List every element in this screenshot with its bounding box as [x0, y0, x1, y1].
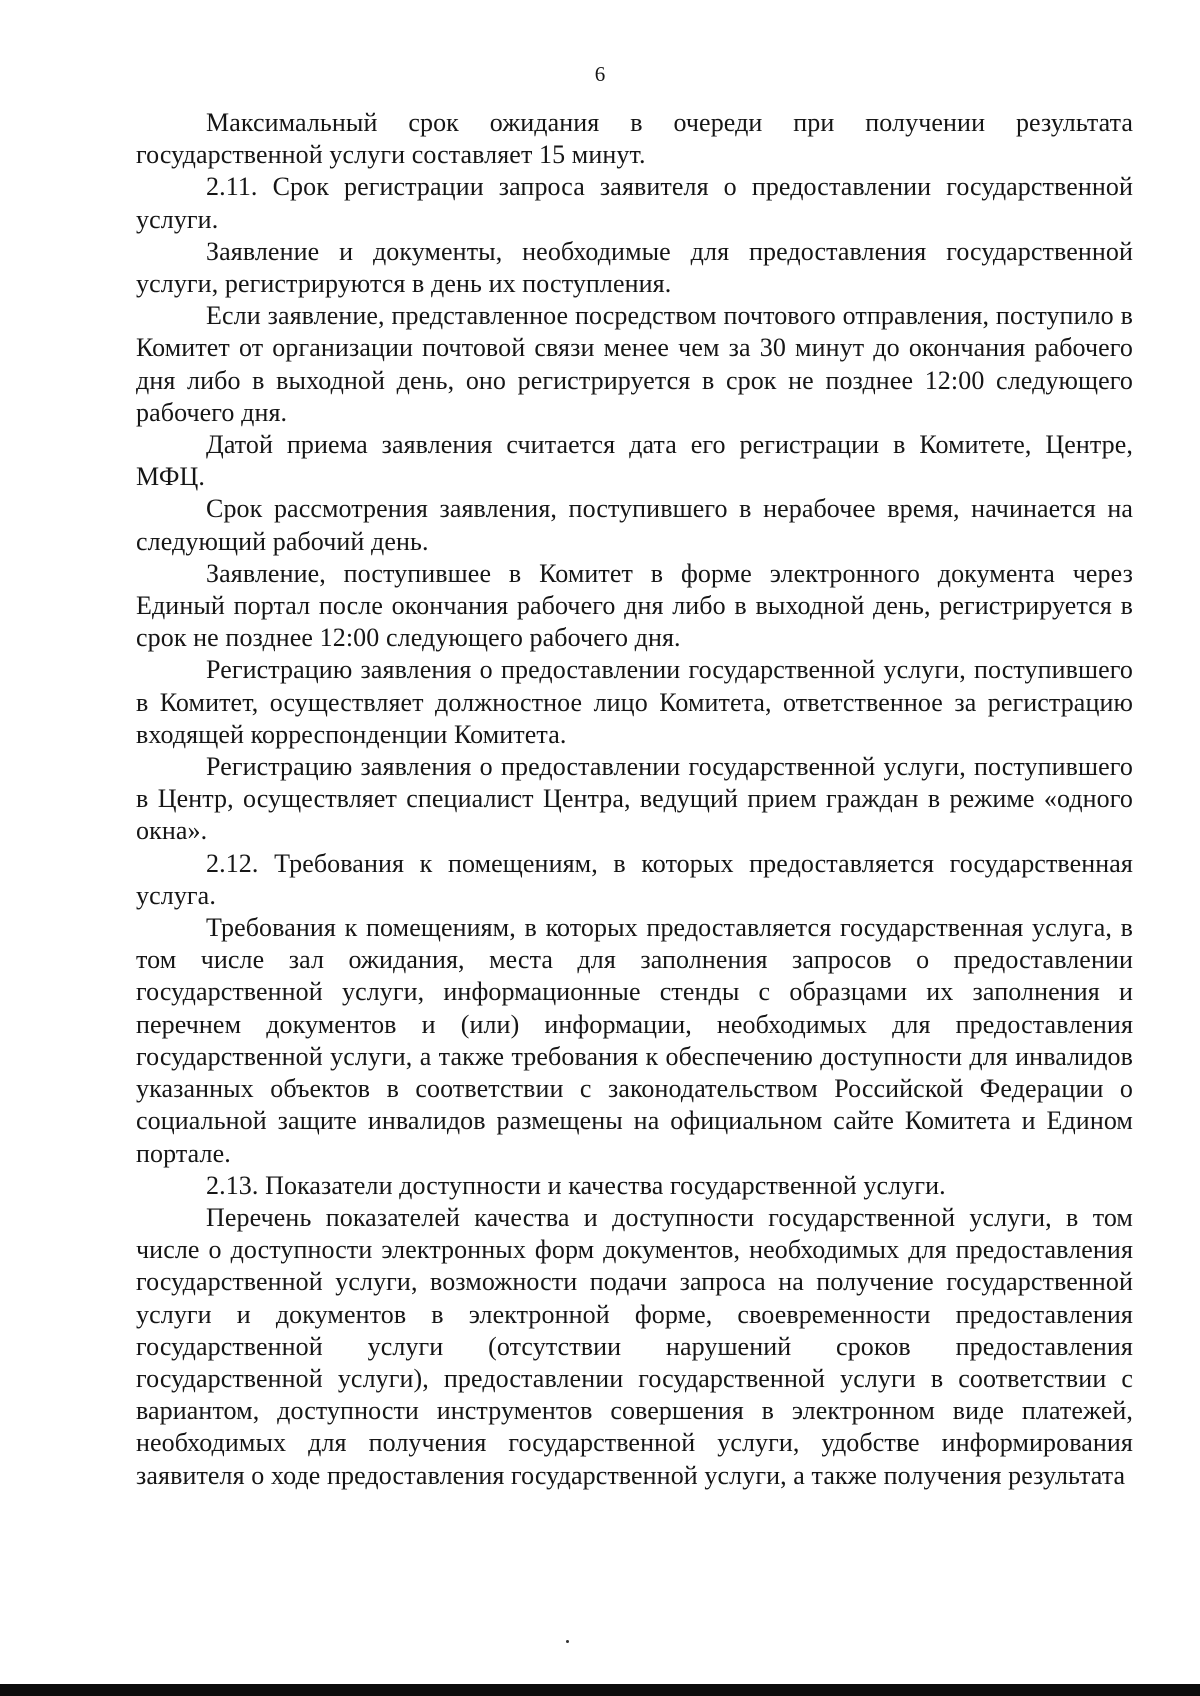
paragraph-date-of-acceptance: Датой приема заявления считается дата его регистрации в Комитете, Центре, МФЦ. [136, 430, 1133, 492]
paragraph-premises-requirements: Требования к помещениям, в которых предоставляется государственная услуга, в том числе зал ожидания, места для заполнения запросов о предоставлении государственной услуги, информационные стенды с образцами их заполнения и перечнем документов и (или) информации, необходимых для предоставления государственной услуги, а также требования к обеспечению доступности для инвалидов указанных объектов в соответствии с законодательством Российской Федерации о социальной защите инвалидов размещены на официальном сайте Комитета и Едином портале. [136, 913, 1133, 1168]
paragraph-max-wait-time: Максимальный срок ожидания в очереди при получении результата государственной услуги составляет 15 минут. [136, 108, 1133, 170]
page-number: 6 [594, 62, 606, 86]
paragraph-non-working-time: Срок рассмотрения заявления, поступившего в нерабочее время, начинается на следующий рабочий день. [136, 494, 1133, 556]
scan-bottom-edge [0, 1684, 1200, 1696]
paragraph-registration-same-day: Заявление и документы, необходимые для предоставления государственной услуги, регистрируются в день их поступления. [136, 236, 1133, 299]
paragraph-quality-indicators: Перечень показателей качества и доступности государственной услуги, в том числе о доступности электронных форм документов, необходимых для предоставления государственной услуги, возможности подачи запроса на получение государственной услуги и документов в электронной форме, своевременности предоставления государственной услуги (отсутствии нарушений сроков предоставления государственной услуги), предоставлении государственной услуги в соответствии с вариантом, доступности инструментов совершения в электронном виде платежей, необходимых для получения государственной услуги, удобстве информирования заявителя о ходе предоставления государственной услуги, а также получения результата [136, 1202, 1133, 1490]
scan-speck [566, 1640, 569, 1643]
paragraph-postal-registration: Если заявление, представленное посредством почтового отправления, поступило в Комитет от организации почтовой связи менее чем за 30 минут до окончания рабочего дня либо в выходной день, оно регистрируется в срок не позднее 12:00 следующего рабочего дня. [136, 301, 1133, 427]
paragraph-committee-registration: Регистрацию заявления о предоставлении государственной услуги, поступившего в Комитет, осуществляет должностное лицо Комитета, ответственное за регистрацию входящей корреспонденции Комитета. [136, 655, 1133, 749]
paragraph-section-2-11-heading: 2.11. Срок регистрации запроса заявителя о предоставлении государственной услуги. [136, 172, 1133, 234]
paragraph-section-2-13-heading: 2.13. Показатели доступности и качества государственной услуги. [206, 1170, 946, 1200]
paragraph-center-registration: Регистрацию заявления о предоставлении государственной услуги, поступившего в Центр, осуществляет специалист Центра, ведущий прием граждан в режиме «одного окна». [136, 752, 1133, 846]
document-body [136, 107, 1133, 1492]
paragraph-electronic-document: Заявление, поступившее в Комитет в форме электронного документа через Единый портал после окончания рабочего дня либо в выходной день, регистрируется в срок не позднее 12:00 следующего рабочего дня. [136, 558, 1133, 653]
paragraph-section-2-12-heading: 2.12. Требования к помещениям, в которых предоставляется государственная услуга. [136, 848, 1133, 910]
